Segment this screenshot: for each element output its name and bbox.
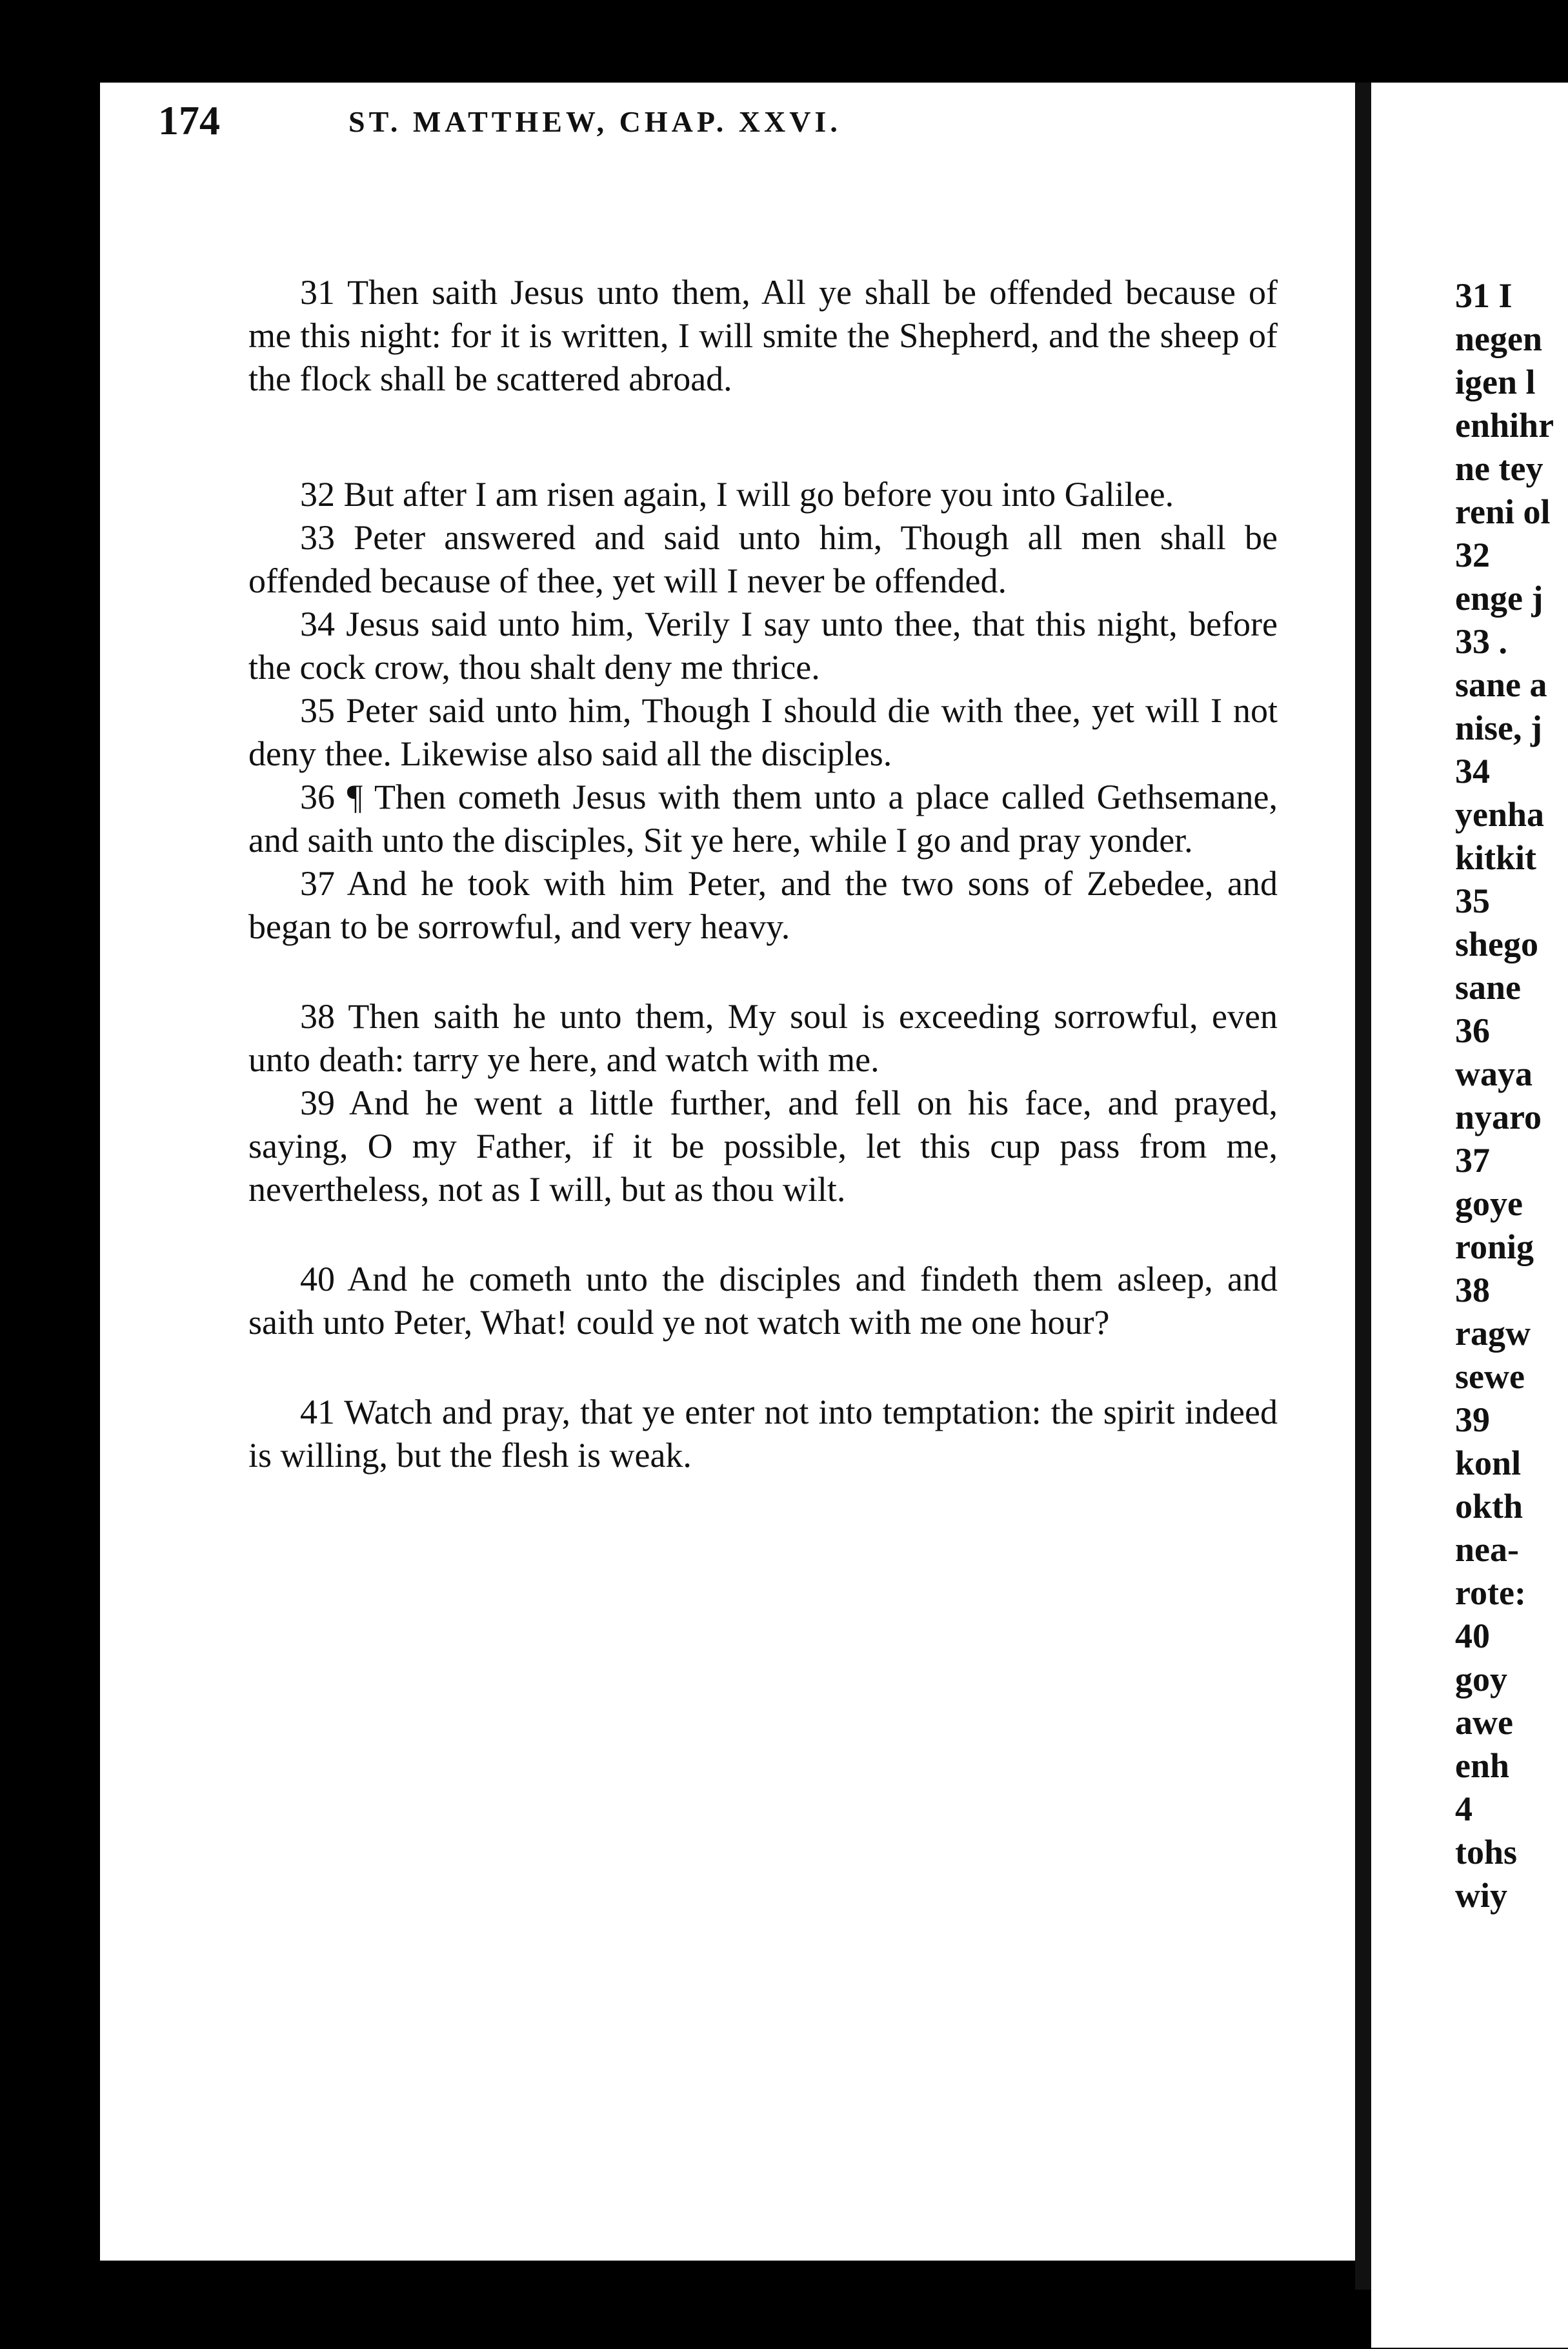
verse-35: 35 Peter said unto him, Though I should die with thee, yet will I not deny thee. Likewise also said all the disciples.	[248, 691, 1278, 773]
right-page-line: reni ol	[1455, 492, 1551, 531]
verse-37: 37 And he took with him Peter, and the two sons of Zebedee, and began to be sorrowful, and very heavy.	[248, 864, 1278, 946]
verse-36: 36 ¶ Then cometh Jesus with them unto a place called Gethsemane, and saith unto the disciples, Sit ye here, while I go and pray yonder.	[248, 778, 1278, 860]
right-page-line: negen	[1455, 319, 1542, 358]
right-page-line: waya	[1455, 1054, 1533, 1093]
right-page-line: sewe	[1455, 1357, 1525, 1396]
right-page-line: konl	[1455, 1444, 1522, 1482]
right-page-line: 31 I	[1455, 276, 1513, 315]
right-page-line: ne tey	[1455, 449, 1543, 488]
verse-39: 39 And he went a little further, and fell on his face, and prayed, saying, O my Father, if it be possible, let this cup pass from me, nevertheless, not as I will, but as thou wilt.	[248, 1084, 1278, 1209]
right-page-line: ragw	[1455, 1314, 1531, 1353]
right-page-line: enh	[1455, 1746, 1510, 1785]
right-page-line: rote:	[1455, 1573, 1526, 1612]
right-page-line: yenha	[1455, 795, 1545, 834]
right-page-line: 40	[1455, 1617, 1490, 1655]
right-page-line: nise, j	[1455, 709, 1542, 747]
right-page-line: 34	[1455, 752, 1490, 791]
right-page-line: tohs	[1455, 1833, 1518, 1871]
page-number: 174	[158, 97, 220, 143]
right-page-line: sane	[1455, 968, 1522, 1007]
right-page-line: 33 .	[1455, 622, 1507, 661]
right-page-line: awe	[1455, 1703, 1513, 1742]
right-page-line: ronig	[1455, 1227, 1534, 1266]
right-page-line: 37	[1455, 1141, 1490, 1180]
verse-33: 33 Peter answered and said unto him, Though all men shall be offended because of thee, yet will I never be offended.	[248, 518, 1278, 600]
right-page-line: sane a	[1455, 665, 1547, 704]
verse-text-block	[248, 271, 1278, 1477]
right-page-line: 39	[1455, 1400, 1490, 1439]
right-page-text	[1455, 274, 1568, 1917]
running-head: ST. MATTHEW, CHAP. XXVI.	[348, 105, 841, 138]
right-page-line: nea-	[1455, 1530, 1519, 1569]
right-page-line: enhihr	[1455, 406, 1554, 445]
right-page-line: igen l	[1455, 363, 1536, 401]
right-page-line: 4	[1455, 1789, 1473, 1828]
verse-38: 38 Then saith he unto them, My soul is exceeding sorrowful, even unto death: tarry ye here, and watch with me.	[248, 997, 1278, 1079]
verse-40: 40 And he cometh unto the disciples and findeth them asleep, and saith unto Peter, What! could ye not watch with me one hour?	[248, 1260, 1278, 1342]
verse-41: 41 Watch and pray, that ye enter not into temptation: the spirit indeed is willing, but the flesh is weak.	[248, 1393, 1278, 1475]
right-page-line: shego	[1455, 925, 1539, 963]
right-page-line: 35	[1455, 882, 1490, 920]
verse-34: 34 Jesus said unto him, Verily I say unto thee, that this night, before the cock crow, thou shalt deny me thrice.	[248, 605, 1278, 687]
verse-31: 31 Then saith Jesus unto them, All ye shall be offended because of me this night: for it is written, I will smite the Shepherd, and the sheep of the flock shall be scattered abroad.	[248, 273, 1278, 398]
right-page-line: goye	[1455, 1184, 1523, 1223]
right-page-line: enge j	[1455, 579, 1543, 618]
right-page-line: nyaro	[1455, 1098, 1542, 1136]
right-page-line: 32	[1455, 536, 1490, 574]
right-page-line: okth	[1455, 1487, 1523, 1526]
right-page-line: wiy	[1455, 1876, 1507, 1915]
verse-32: 32 But after I am risen again, I will go before you into Galilee.	[300, 475, 1174, 514]
right-page-line: 36	[1455, 1011, 1490, 1050]
right-page-line: goy	[1455, 1660, 1507, 1699]
right-page-line: 38	[1455, 1271, 1490, 1309]
right-page-line: kitkit	[1455, 838, 1537, 877]
page-header	[158, 97, 1281, 161]
